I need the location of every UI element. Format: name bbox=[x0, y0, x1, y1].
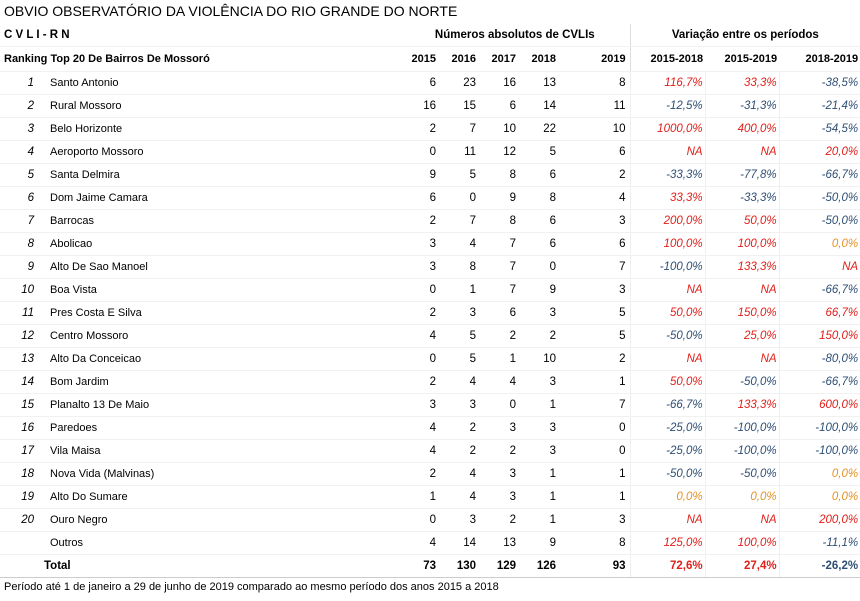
count-cell-2018: 5 bbox=[520, 141, 560, 164]
col-period-2018-2019: 2018-2019 bbox=[779, 47, 860, 72]
count-cell-2018: 3 bbox=[520, 302, 560, 325]
rank-cell: 16 bbox=[0, 417, 40, 440]
variation-cell-2015-2019: -77,8% bbox=[705, 164, 779, 187]
total-variation-2015-2018: 72,6% bbox=[630, 555, 705, 578]
count-cell-2015: 0 bbox=[400, 141, 440, 164]
col-period-2015-2019: 2015-2019 bbox=[705, 47, 779, 72]
rank-cell: 11 bbox=[0, 302, 40, 325]
count-cell-2016: 4 bbox=[440, 463, 480, 486]
count-cell-2015: 0 bbox=[400, 348, 440, 371]
variation-cell-2015-2019: 133,3% bbox=[705, 256, 779, 279]
count-cell-2015: 2 bbox=[400, 302, 440, 325]
table-row bbox=[0, 72, 860, 95]
variation-cell-2015-2018: -100,0% bbox=[630, 256, 705, 279]
count-cell-2016: 23 bbox=[440, 72, 480, 95]
table-row bbox=[0, 164, 860, 187]
rank-cell: 13 bbox=[0, 348, 40, 371]
table-row bbox=[0, 141, 860, 164]
count-cell-2019: 0 bbox=[560, 440, 630, 463]
count-cell-2018: 1 bbox=[520, 509, 560, 532]
total-row bbox=[0, 555, 860, 578]
table-row bbox=[0, 440, 860, 463]
neighborhood-name: Centro Mossoro bbox=[40, 325, 400, 348]
neighborhood-name: Aeroporto Mossoro bbox=[40, 141, 400, 164]
total-spacer bbox=[0, 555, 40, 578]
rank-cell: 6 bbox=[0, 187, 40, 210]
count-cell-2015: 4 bbox=[400, 440, 440, 463]
table-row bbox=[0, 532, 860, 555]
variation-cell-2015-2018: -25,0% bbox=[630, 440, 705, 463]
count-cell-2017: 2 bbox=[480, 509, 520, 532]
count-cell-2018: 14 bbox=[520, 95, 560, 118]
total-count-2017: 129 bbox=[480, 555, 520, 578]
neighborhood-name: Belo Horizonte bbox=[40, 118, 400, 141]
header-row-groups bbox=[0, 24, 860, 47]
variation-cell-2015-2019: 100,0% bbox=[705, 233, 779, 256]
variation-cell-2015-2018: -50,0% bbox=[630, 463, 705, 486]
rank-cell: 4 bbox=[0, 141, 40, 164]
subtitle: C V L I - R N bbox=[0, 24, 400, 47]
variation-cell-2015-2018: NA bbox=[630, 279, 705, 302]
count-cell-2017: 0 bbox=[480, 394, 520, 417]
rank-cell: 2 bbox=[0, 95, 40, 118]
variation-cell-2015-2018: 125,0% bbox=[630, 532, 705, 555]
neighborhood-name: Rural Mossoro bbox=[40, 95, 400, 118]
count-cell-2015: 3 bbox=[400, 394, 440, 417]
variation-cell-2015-2019: 50,0% bbox=[705, 210, 779, 233]
count-cell-2016: 2 bbox=[440, 440, 480, 463]
count-cell-2018: 6 bbox=[520, 233, 560, 256]
rank-cell: 20 bbox=[0, 509, 40, 532]
count-cell-2015: 3 bbox=[400, 233, 440, 256]
table-row bbox=[0, 279, 860, 302]
rank-cell: 9 bbox=[0, 256, 40, 279]
count-cell-2018: 13 bbox=[520, 72, 560, 95]
count-cell-2015: 2 bbox=[400, 118, 440, 141]
table-row bbox=[0, 394, 860, 417]
count-cell-2016: 11 bbox=[440, 141, 480, 164]
count-cell-2017: 6 bbox=[480, 95, 520, 118]
col-period-2015-2018: 2015-2018 bbox=[630, 47, 705, 72]
group-period-variation: Variação entre os períodos bbox=[630, 24, 860, 47]
count-cell-2019: 3 bbox=[560, 279, 630, 302]
variation-cell-2015-2018: -33,3% bbox=[630, 164, 705, 187]
variation-cell-2015-2019: 0,0% bbox=[705, 486, 779, 509]
total-variation-2018-2019: -26,2% bbox=[779, 555, 860, 578]
count-cell-2017: 12 bbox=[480, 141, 520, 164]
count-cell-2017: 3 bbox=[480, 463, 520, 486]
variation-cell-2015-2018: 0,0% bbox=[630, 486, 705, 509]
total-count-2019: 93 bbox=[560, 555, 630, 578]
count-cell-2016: 15 bbox=[440, 95, 480, 118]
neighborhood-name: Alto Do Sumare bbox=[40, 486, 400, 509]
variation-cell-2018-2019: 0,0% bbox=[779, 463, 860, 486]
variation-cell-2015-2018: 100,0% bbox=[630, 233, 705, 256]
variation-cell-2015-2019: -100,0% bbox=[705, 417, 779, 440]
count-cell-2018: 3 bbox=[520, 371, 560, 394]
variation-cell-2018-2019: -100,0% bbox=[779, 417, 860, 440]
variation-cell-2018-2019: -11,1% bbox=[779, 532, 860, 555]
variation-cell-2015-2018: 50,0% bbox=[630, 371, 705, 394]
count-cell-2016: 3 bbox=[440, 509, 480, 532]
count-cell-2015: 9 bbox=[400, 164, 440, 187]
variation-cell-2015-2018: 33,3% bbox=[630, 187, 705, 210]
rank-cell: 3 bbox=[0, 118, 40, 141]
count-cell-2017: 8 bbox=[480, 164, 520, 187]
table-row bbox=[0, 187, 860, 210]
rank-cell: 1 bbox=[0, 72, 40, 95]
footnote: Período até 1 de janeiro a 29 de junho de 2019 comparado ao mesmo período dos anos 2015 a 2018 bbox=[4, 581, 499, 593]
count-cell-2016: 5 bbox=[440, 325, 480, 348]
neighborhood-name: Pres Costa E Silva bbox=[40, 302, 400, 325]
total-count-2018: 126 bbox=[520, 555, 560, 578]
count-cell-2016: 7 bbox=[440, 118, 480, 141]
variation-cell-2015-2018: -25,0% bbox=[630, 417, 705, 440]
neighborhood-name: Alto De Sao Manoel bbox=[40, 256, 400, 279]
variation-cell-2018-2019: 0,0% bbox=[779, 486, 860, 509]
count-cell-2015: 16 bbox=[400, 95, 440, 118]
count-cell-2019: 5 bbox=[560, 325, 630, 348]
rank-cell bbox=[0, 532, 40, 555]
neighborhood-name: Paredoes bbox=[40, 417, 400, 440]
count-cell-2016: 2 bbox=[440, 417, 480, 440]
count-cell-2015: 2 bbox=[400, 371, 440, 394]
count-cell-2019: 2 bbox=[560, 164, 630, 187]
variation-cell-2015-2018: NA bbox=[630, 348, 705, 371]
table-row bbox=[0, 95, 860, 118]
variation-cell-2015-2019: 33,3% bbox=[705, 72, 779, 95]
header-row-columns bbox=[0, 47, 860, 72]
count-cell-2017: 2 bbox=[480, 440, 520, 463]
variation-cell-2018-2019: -50,0% bbox=[779, 210, 860, 233]
total-count-2016: 130 bbox=[440, 555, 480, 578]
variation-cell-2018-2019: 20,0% bbox=[779, 141, 860, 164]
count-cell-2015: 4 bbox=[400, 417, 440, 440]
variation-cell-2015-2019: NA bbox=[705, 141, 779, 164]
variation-cell-2015-2019: -31,3% bbox=[705, 95, 779, 118]
count-cell-2017: 7 bbox=[480, 279, 520, 302]
count-cell-2015: 3 bbox=[400, 256, 440, 279]
count-cell-2016: 4 bbox=[440, 233, 480, 256]
count-cell-2019: 4 bbox=[560, 187, 630, 210]
table-row bbox=[0, 118, 860, 141]
count-cell-2016: 5 bbox=[440, 348, 480, 371]
count-cell-2018: 3 bbox=[520, 440, 560, 463]
variation-cell-2015-2019: 100,0% bbox=[705, 532, 779, 555]
col-year-2018: 2018 bbox=[520, 47, 560, 72]
table-row bbox=[0, 371, 860, 394]
variation-cell-2018-2019: -54,5% bbox=[779, 118, 860, 141]
variation-cell-2015-2019: NA bbox=[705, 279, 779, 302]
count-cell-2017: 9 bbox=[480, 187, 520, 210]
neighborhood-name: Dom Jaime Camara bbox=[40, 187, 400, 210]
count-cell-2018: 10 bbox=[520, 348, 560, 371]
count-cell-2018: 2 bbox=[520, 325, 560, 348]
count-cell-2016: 14 bbox=[440, 532, 480, 555]
variation-cell-2018-2019: 66,7% bbox=[779, 302, 860, 325]
neighborhood-name: Bom Jardim bbox=[40, 371, 400, 394]
rank-cell: 17 bbox=[0, 440, 40, 463]
count-cell-2016: 1 bbox=[440, 279, 480, 302]
variation-cell-2015-2019: -50,0% bbox=[705, 371, 779, 394]
table-row bbox=[0, 210, 860, 233]
variation-cell-2015-2018: NA bbox=[630, 141, 705, 164]
rank-cell: 10 bbox=[0, 279, 40, 302]
count-cell-2018: 1 bbox=[520, 486, 560, 509]
table-row bbox=[0, 325, 860, 348]
count-cell-2015: 4 bbox=[400, 532, 440, 555]
variation-cell-2018-2019: -50,0% bbox=[779, 187, 860, 210]
variation-cell-2018-2019: NA bbox=[779, 256, 860, 279]
neighborhood-name: Santo Antonio bbox=[40, 72, 400, 95]
table-row bbox=[0, 348, 860, 371]
count-cell-2019: 5 bbox=[560, 302, 630, 325]
neighborhood-name: Alto Da Conceicao bbox=[40, 348, 400, 371]
count-cell-2019: 7 bbox=[560, 256, 630, 279]
total-variation-2015-2019: 27,4% bbox=[705, 555, 779, 578]
rank-cell: 8 bbox=[0, 233, 40, 256]
table-row bbox=[0, 486, 860, 509]
variation-cell-2015-2018: -50,0% bbox=[630, 325, 705, 348]
variation-cell-2015-2019: 133,3% bbox=[705, 394, 779, 417]
col-year-2019: 2019 bbox=[560, 47, 630, 72]
table-row bbox=[0, 463, 860, 486]
count-cell-2018: 8 bbox=[520, 187, 560, 210]
count-cell-2016: 8 bbox=[440, 256, 480, 279]
count-cell-2016: 4 bbox=[440, 371, 480, 394]
variation-cell-2015-2019: -50,0% bbox=[705, 463, 779, 486]
neighborhood-name: Vila Maisa bbox=[40, 440, 400, 463]
count-cell-2018: 9 bbox=[520, 279, 560, 302]
group-absolute-numbers: Números absolutos de CVLIs bbox=[400, 24, 630, 47]
variation-cell-2015-2018: 1000,0% bbox=[630, 118, 705, 141]
variation-cell-2018-2019: 200,0% bbox=[779, 509, 860, 532]
variation-cell-2018-2019: -66,7% bbox=[779, 164, 860, 187]
variation-cell-2015-2019: 25,0% bbox=[705, 325, 779, 348]
count-cell-2018: 0 bbox=[520, 256, 560, 279]
col-year-2017: 2017 bbox=[480, 47, 520, 72]
count-cell-2019: 1 bbox=[560, 371, 630, 394]
col-year-2016: 2016 bbox=[440, 47, 480, 72]
count-cell-2015: 6 bbox=[400, 72, 440, 95]
variation-cell-2015-2019: 150,0% bbox=[705, 302, 779, 325]
rank-cell: 7 bbox=[0, 210, 40, 233]
neighborhood-name: Santa Delmira bbox=[40, 164, 400, 187]
count-cell-2015: 0 bbox=[400, 509, 440, 532]
variation-cell-2015-2018: -12,5% bbox=[630, 95, 705, 118]
count-cell-2016: 0 bbox=[440, 187, 480, 210]
count-cell-2019: 8 bbox=[560, 72, 630, 95]
count-cell-2019: 10 bbox=[560, 118, 630, 141]
count-cell-2016: 7 bbox=[440, 210, 480, 233]
count-cell-2017: 2 bbox=[480, 325, 520, 348]
total-label: Total bbox=[40, 555, 400, 578]
count-cell-2015: 1 bbox=[400, 486, 440, 509]
count-cell-2019: 7 bbox=[560, 394, 630, 417]
count-cell-2017: 6 bbox=[480, 302, 520, 325]
variation-cell-2015-2018: 116,7% bbox=[630, 72, 705, 95]
count-cell-2017: 7 bbox=[480, 256, 520, 279]
count-cell-2017: 16 bbox=[480, 72, 520, 95]
ranking-title: Ranking Top 20 De Bairros De Mossoró bbox=[0, 47, 400, 72]
table-row bbox=[0, 302, 860, 325]
count-cell-2015: 2 bbox=[400, 463, 440, 486]
variation-cell-2018-2019: -38,5% bbox=[779, 72, 860, 95]
count-cell-2017: 7 bbox=[480, 233, 520, 256]
count-cell-2017: 8 bbox=[480, 210, 520, 233]
variation-cell-2015-2018: 50,0% bbox=[630, 302, 705, 325]
count-cell-2018: 6 bbox=[520, 164, 560, 187]
variation-cell-2018-2019: 0,0% bbox=[779, 233, 860, 256]
total-count-2015: 73 bbox=[400, 555, 440, 578]
count-cell-2015: 2 bbox=[400, 210, 440, 233]
table-row bbox=[0, 509, 860, 532]
count-cell-2017: 3 bbox=[480, 417, 520, 440]
variation-cell-2018-2019: -66,7% bbox=[779, 371, 860, 394]
table-row bbox=[0, 233, 860, 256]
rank-cell: 19 bbox=[0, 486, 40, 509]
neighborhood-name: Barrocas bbox=[40, 210, 400, 233]
neighborhood-name: Nova Vida (Malvinas) bbox=[40, 463, 400, 486]
count-cell-2019: 2 bbox=[560, 348, 630, 371]
variation-cell-2015-2018: NA bbox=[630, 509, 705, 532]
count-cell-2018: 1 bbox=[520, 394, 560, 417]
variation-cell-2015-2019: -100,0% bbox=[705, 440, 779, 463]
count-cell-2017: 1 bbox=[480, 348, 520, 371]
count-cell-2017: 13 bbox=[480, 532, 520, 555]
table-row bbox=[0, 256, 860, 279]
variation-cell-2018-2019: -21,4% bbox=[779, 95, 860, 118]
variation-cell-2015-2019: NA bbox=[705, 509, 779, 532]
count-cell-2019: 11 bbox=[560, 95, 630, 118]
count-cell-2017: 3 bbox=[480, 486, 520, 509]
count-cell-2019: 8 bbox=[560, 532, 630, 555]
variation-cell-2015-2019: -33,3% bbox=[705, 187, 779, 210]
variation-cell-2015-2019: 400,0% bbox=[705, 118, 779, 141]
rank-cell: 5 bbox=[0, 164, 40, 187]
rank-cell: 18 bbox=[0, 463, 40, 486]
count-cell-2019: 0 bbox=[560, 417, 630, 440]
variation-cell-2015-2019: NA bbox=[705, 348, 779, 371]
neighborhood-name: Planalto 13 De Maio bbox=[40, 394, 400, 417]
variation-cell-2018-2019: -100,0% bbox=[779, 440, 860, 463]
neighborhood-name: Outros bbox=[40, 532, 400, 555]
variation-cell-2015-2018: -66,7% bbox=[630, 394, 705, 417]
count-cell-2018: 1 bbox=[520, 463, 560, 486]
count-cell-2019: 6 bbox=[560, 233, 630, 256]
variation-cell-2015-2018: 200,0% bbox=[630, 210, 705, 233]
variation-cell-2018-2019: 600,0% bbox=[779, 394, 860, 417]
count-cell-2017: 10 bbox=[480, 118, 520, 141]
count-cell-2018: 22 bbox=[520, 118, 560, 141]
count-cell-2019: 6 bbox=[560, 141, 630, 164]
count-cell-2016: 5 bbox=[440, 164, 480, 187]
variation-cell-2018-2019: -66,7% bbox=[779, 279, 860, 302]
count-cell-2019: 1 bbox=[560, 486, 630, 509]
variation-cell-2018-2019: -80,0% bbox=[779, 348, 860, 371]
count-cell-2016: 3 bbox=[440, 394, 480, 417]
count-cell-2017: 4 bbox=[480, 371, 520, 394]
neighborhood-name: Boa Vista bbox=[40, 279, 400, 302]
count-cell-2016: 4 bbox=[440, 486, 480, 509]
neighborhood-name: Ouro Negro bbox=[40, 509, 400, 532]
variation-cell-2018-2019: 150,0% bbox=[779, 325, 860, 348]
count-cell-2018: 6 bbox=[520, 210, 560, 233]
table-body bbox=[0, 24, 860, 578]
count-cell-2018: 3 bbox=[520, 417, 560, 440]
count-cell-2015: 0 bbox=[400, 279, 440, 302]
table-row bbox=[0, 417, 860, 440]
count-cell-2019: 3 bbox=[560, 509, 630, 532]
neighborhood-name: Abolicao bbox=[40, 233, 400, 256]
count-cell-2016: 3 bbox=[440, 302, 480, 325]
count-cell-2019: 3 bbox=[560, 210, 630, 233]
cvli-ranking-table bbox=[0, 24, 860, 578]
rank-cell: 15 bbox=[0, 394, 40, 417]
count-cell-2015: 4 bbox=[400, 325, 440, 348]
report-title: OBVIO OBSERVATÓRIO DA VIOLÊNCIA DO RIO GRANDE DO NORTE bbox=[4, 3, 458, 19]
count-cell-2015: 6 bbox=[400, 187, 440, 210]
rank-cell: 12 bbox=[0, 325, 40, 348]
rank-cell: 14 bbox=[0, 371, 40, 394]
count-cell-2018: 9 bbox=[520, 532, 560, 555]
count-cell-2019: 1 bbox=[560, 463, 630, 486]
col-year-2015: 2015 bbox=[400, 47, 440, 72]
